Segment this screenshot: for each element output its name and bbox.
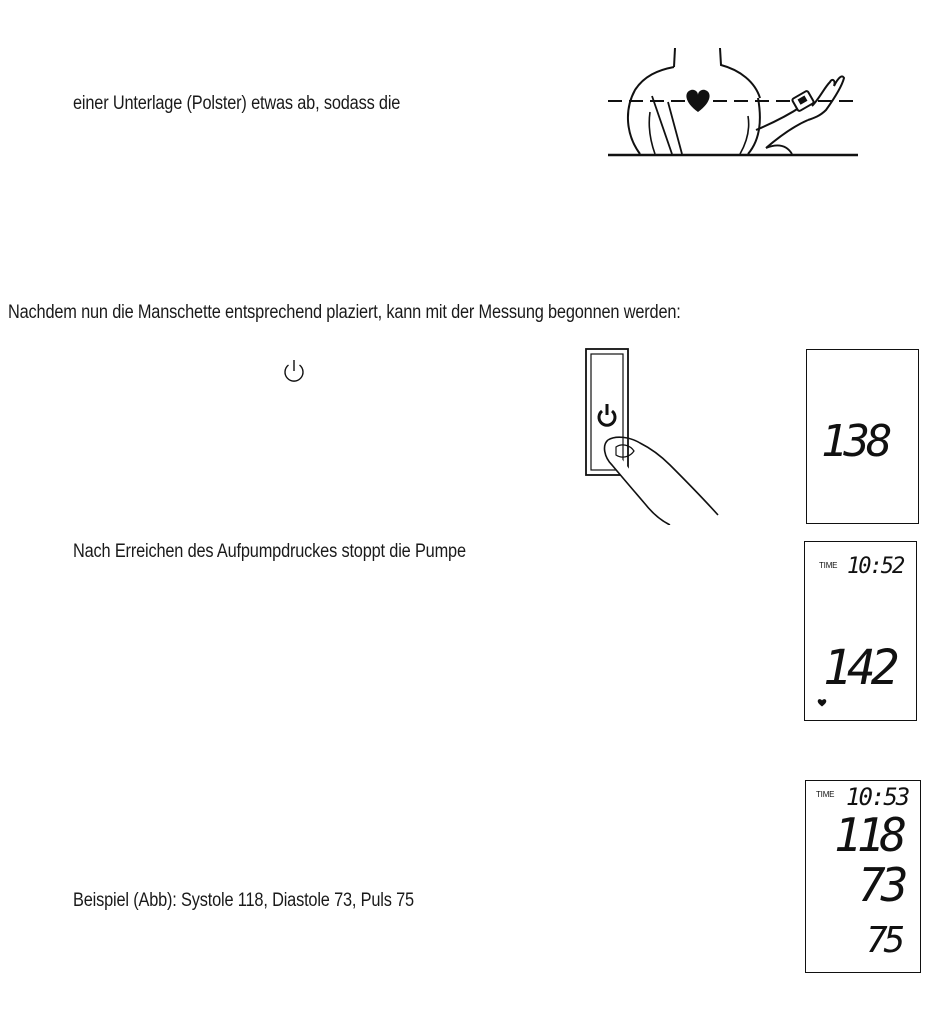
instruction-line-2: Nachdem nun die Manschette entsprechend plaziert, kann mit der Messung begonnen werden: [8,302,681,323]
lcd-time-value: 10:53 [846,783,909,811]
lcd-display-measuring [804,541,917,721]
power-icon [280,357,308,385]
power-button-illustration [582,345,722,525]
lcd-systole-value: 118 [834,808,903,862]
lcd-time-value: 10:52 [847,554,904,579]
wrist-posture-illustration [580,40,870,170]
instruction-line-4: Beispiel (Abb): Systole 118, Diastole 73, Puls 75 [73,890,414,911]
heart-icon [686,90,709,112]
heart-icon [817,698,827,707]
lcd-time-label: TIME [816,790,835,799]
lcd-display-result [805,780,921,973]
lcd-diastole-value: 73 [858,858,904,912]
lcd-time-label: TIME [819,561,838,570]
lcd-display-inflating [806,349,919,524]
lcd-pressure-value: 142 [823,640,895,696]
lcd-pulse-value: 75 [866,920,902,961]
instruction-line-3: Nach Erreichen des Aufpumpdruckes stoppt die Pumpe [73,541,466,562]
instruction-line-1: einer Unterlage (Polster) etwas ab, sodass die [73,93,401,114]
lcd-pressure-value: 138 [821,416,889,467]
